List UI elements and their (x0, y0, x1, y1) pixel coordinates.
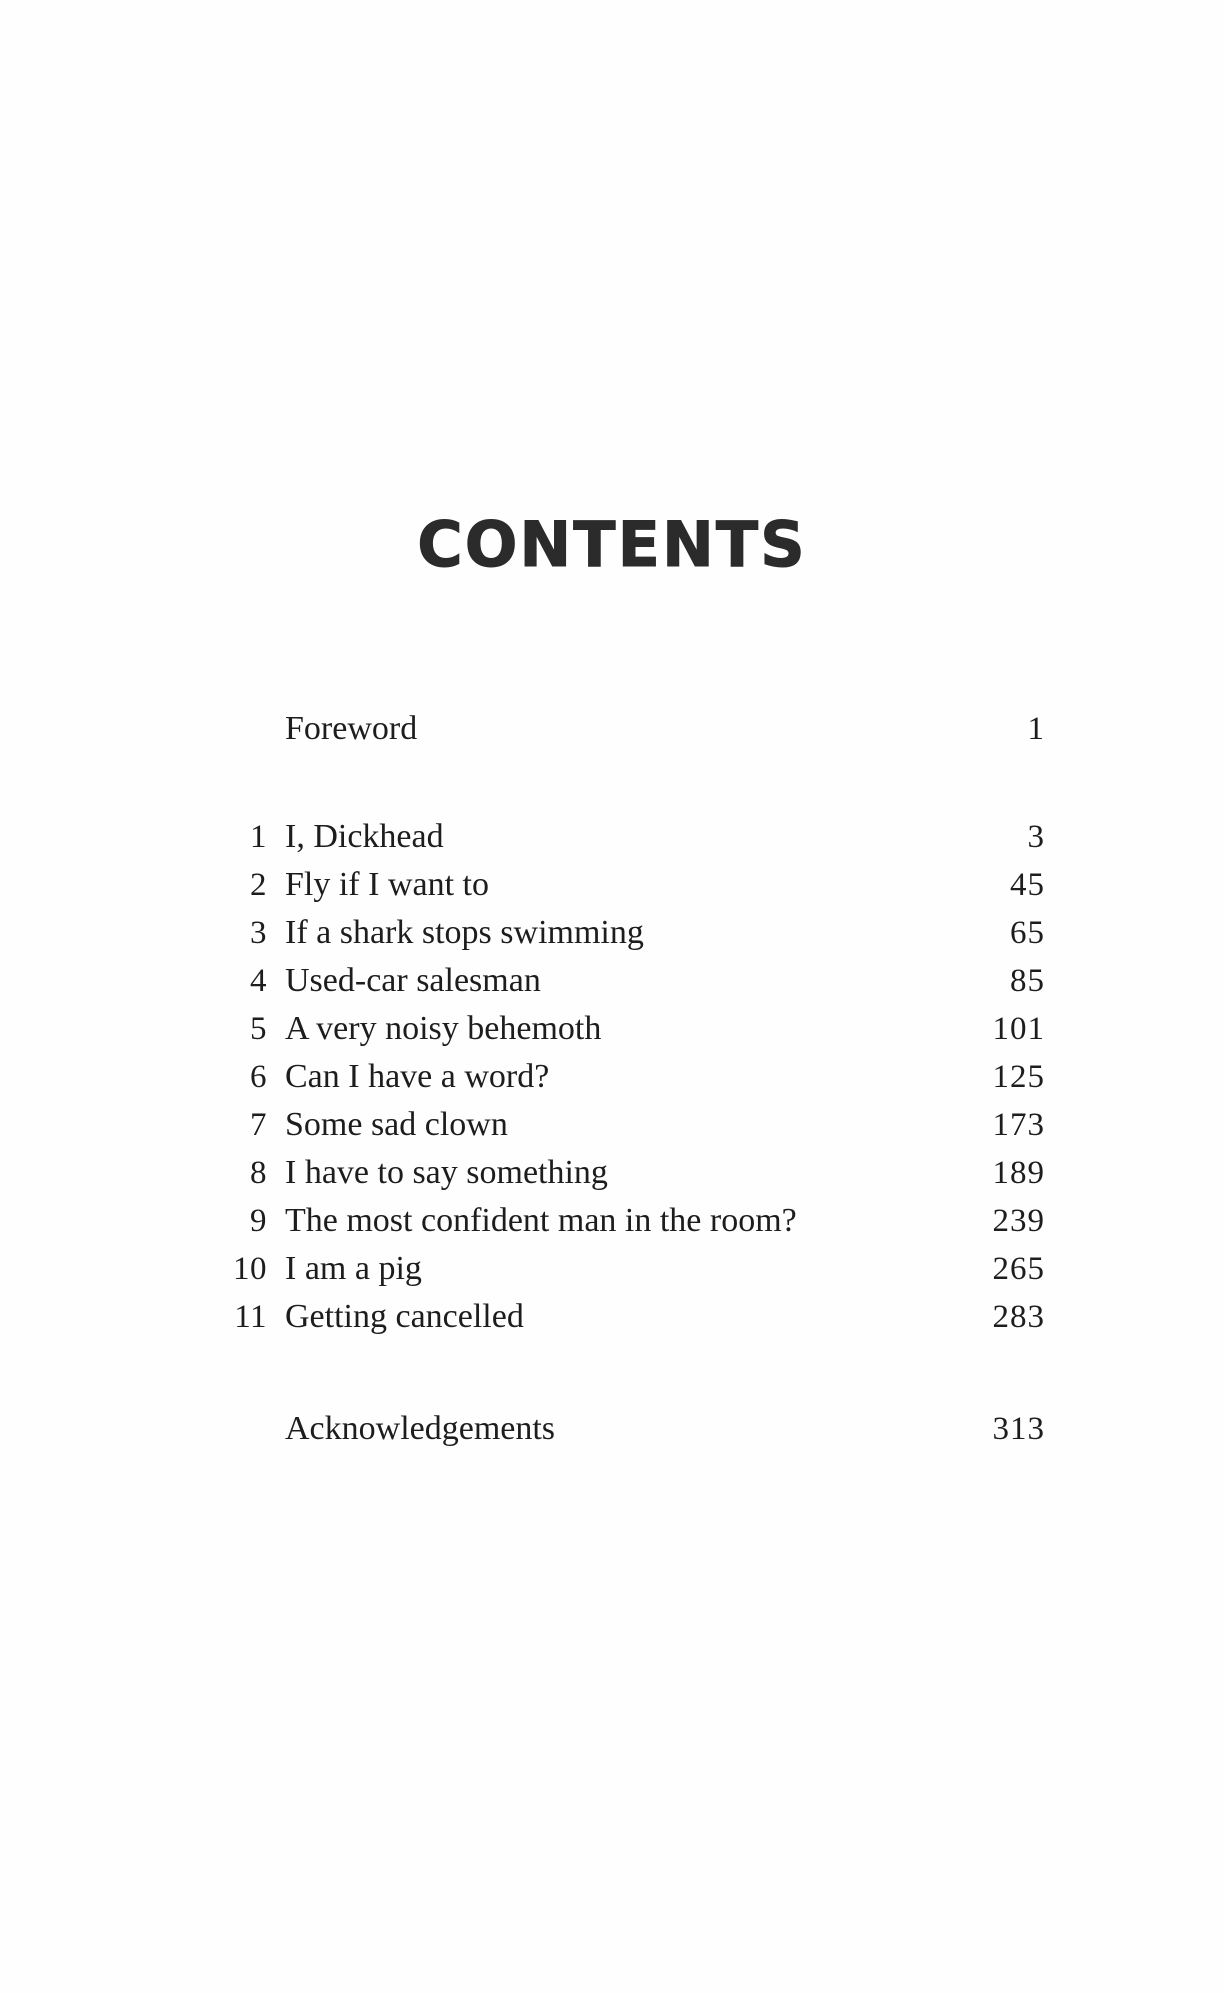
toc-entry-chapter-2[interactable] (205, 868, 1045, 902)
toc-entry-chapter-10[interactable] (205, 1252, 1045, 1286)
toc-entry-chapter-9[interactable] (205, 1204, 1045, 1238)
toc-entry-chapter-3[interactable] (205, 916, 1045, 950)
toc-entry-title: Can I have a word? (285, 1058, 550, 1095)
toc-entry-title: Acknowledgements (285, 1410, 556, 1447)
toc-chapter-group (205, 820, 1045, 1334)
toc-entry-number: 6 (250, 1059, 267, 1095)
toc-entry-number: 5 (250, 1011, 267, 1047)
toc-back-matter-group (205, 1412, 1045, 1446)
toc-entry-page: 101 (992, 1011, 1045, 1047)
toc-entry-number: 2 (250, 867, 267, 903)
toc-entry-chapter-1[interactable] (205, 820, 1045, 854)
toc-entry-page: 65 (1010, 915, 1045, 951)
table-of-contents (205, 712, 1045, 1446)
toc-entry-page: 189 (992, 1155, 1045, 1191)
toc-entry-chapter-7[interactable] (205, 1108, 1045, 1142)
toc-entry-title: If a shark stops swimming (285, 914, 644, 951)
toc-entry-foreword[interactable] (205, 712, 1045, 746)
toc-entry-title: The most confident man in the room? (285, 1202, 797, 1239)
toc-entry-page: 313 (992, 1411, 1045, 1447)
toc-entry-page: 239 (992, 1203, 1045, 1239)
toc-entry-title: Used-car salesman (285, 962, 541, 999)
toc-entry-title: Some sad clown (285, 1106, 508, 1143)
toc-entry-page: 45 (1010, 867, 1045, 903)
toc-entry-title: I, Dickhead (285, 818, 444, 855)
toc-entry-number: 4 (250, 963, 267, 999)
toc-entry-chapter-11[interactable] (205, 1300, 1045, 1334)
toc-entry-title: A very noisy behemoth (285, 1010, 602, 1047)
page-title: CONTENTS (417, 508, 807, 581)
toc-entry-title: Foreword (285, 710, 418, 747)
toc-entry-number: 1 (250, 819, 267, 855)
toc-entry-acknowledgements[interactable] (205, 1412, 1045, 1446)
toc-entry-number: 3 (250, 915, 267, 951)
toc-entry-title: I have to say something (285, 1154, 608, 1191)
toc-entry-number: 8 (250, 1155, 267, 1191)
toc-entry-page: 283 (992, 1299, 1045, 1335)
toc-entry-page: 173 (992, 1107, 1045, 1143)
toc-entry-chapter-4[interactable] (205, 964, 1045, 998)
toc-entry-page: 85 (1010, 963, 1045, 999)
toc-front-matter-group (205, 712, 1045, 746)
toc-entry-page: 1 (1027, 711, 1045, 747)
toc-entry-title: Fly if I want to (285, 866, 489, 903)
toc-entry-chapter-5[interactable] (205, 1012, 1045, 1046)
toc-entry-page: 125 (992, 1059, 1045, 1095)
toc-entry-page: 265 (992, 1251, 1045, 1287)
toc-entry-page: 3 (1027, 819, 1045, 855)
toc-entry-number: 9 (250, 1203, 267, 1239)
toc-entry-number: 7 (250, 1107, 267, 1143)
toc-entry-chapter-6[interactable] (205, 1060, 1045, 1094)
toc-entry-title: Getting cancelled (285, 1298, 524, 1335)
toc-entry-title: I am a pig (285, 1250, 422, 1287)
toc-entry-chapter-8[interactable] (205, 1156, 1045, 1190)
toc-entry-number: 11 (234, 1299, 267, 1335)
toc-entry-number: 10 (233, 1251, 267, 1287)
